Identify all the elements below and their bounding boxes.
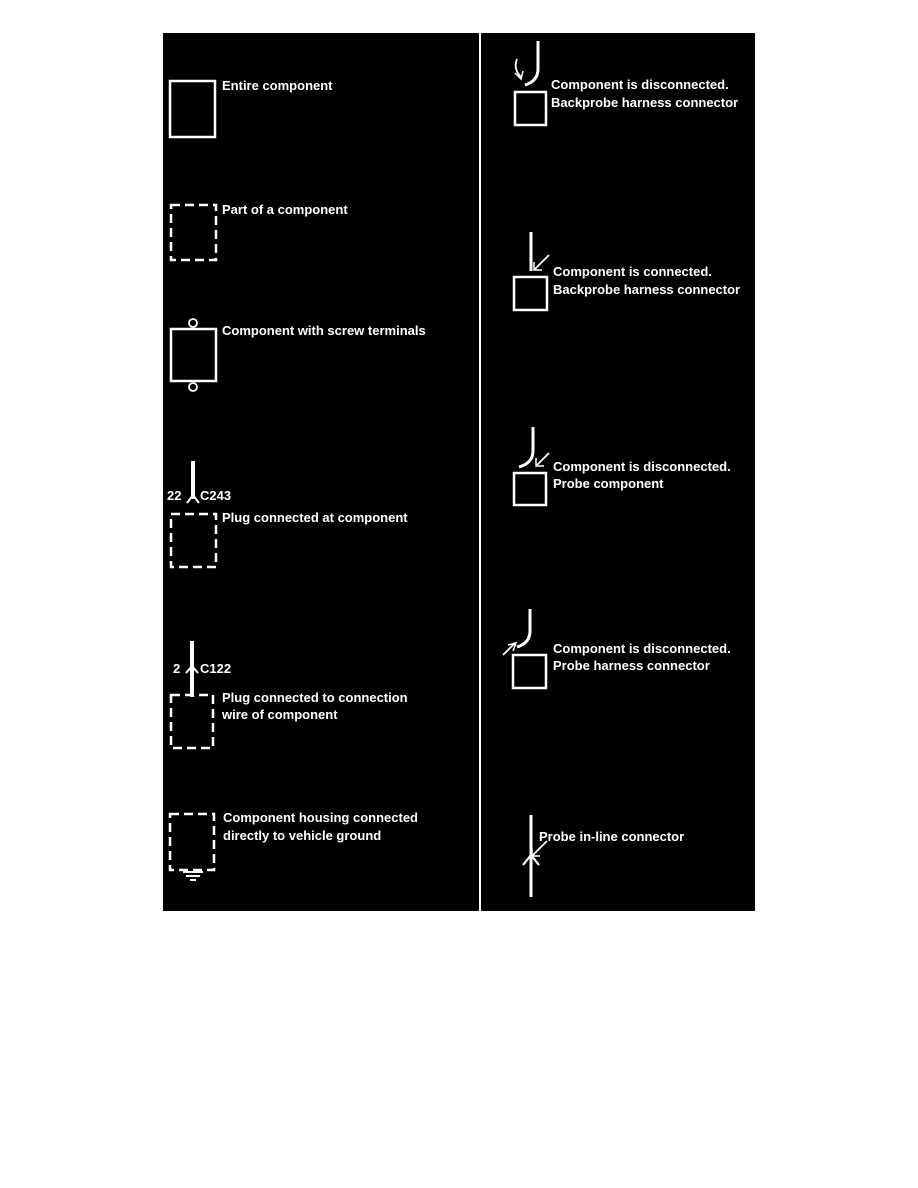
probe-inline-label: Probe in-line connector (539, 829, 685, 844)
backprobe-connected-label-line1: Component is connected. (553, 264, 712, 279)
plug-to-wire-label-line1: Plug connected to connection (222, 690, 408, 705)
plug-connector-id: C243 (200, 488, 232, 503)
probe-component-label-line2: Probe component (553, 476, 664, 491)
plug-at-component-label: Plug connected at component (222, 510, 408, 525)
part-component-label: Part of a component (222, 202, 348, 217)
part-component-symbol (171, 205, 216, 260)
housing-ground-symbol (170, 814, 214, 880)
backprobe-disconnected-symbol (515, 41, 546, 125)
plug-to-wire-label-line2: wire of component (222, 707, 338, 722)
probe-harness-symbol (503, 609, 546, 688)
screw-terminal-label: Component with screw terminals (222, 323, 426, 338)
plug-at-component-symbol (171, 461, 216, 567)
symbol-legend-panel (163, 33, 755, 911)
entire-component-label: Entire component (222, 78, 333, 93)
plug-to-wire-symbol (171, 641, 213, 748)
probe-component-label-line1: Component is disconnected. (553, 459, 731, 474)
backprobe-disconnected-label-line2: Backprobe harness connector (551, 95, 739, 110)
wire-plug-pin-number: 2 (173, 661, 181, 676)
wire-plug-connector-id: C122 (200, 661, 232, 676)
backprobe-disconnected-label-line1: Component is disconnected. (551, 77, 729, 92)
backprobe-connected-symbol (514, 232, 549, 310)
probe-component-symbol (514, 427, 549, 505)
backprobe-connected-label-line2: Backprobe harness connector (553, 282, 741, 297)
plug-pin-number: 22 (167, 488, 182, 503)
housing-ground-label-line1: Component housing connected (223, 810, 418, 825)
probe-harness-label-line1: Component is disconnected. (553, 641, 731, 656)
housing-ground-label-line2: directly to vehicle ground (223, 828, 382, 843)
probe-harness-label-line2: Probe harness connector (553, 658, 710, 673)
screw-terminal-component-symbol (171, 319, 216, 391)
entire-component-symbol (170, 81, 215, 137)
